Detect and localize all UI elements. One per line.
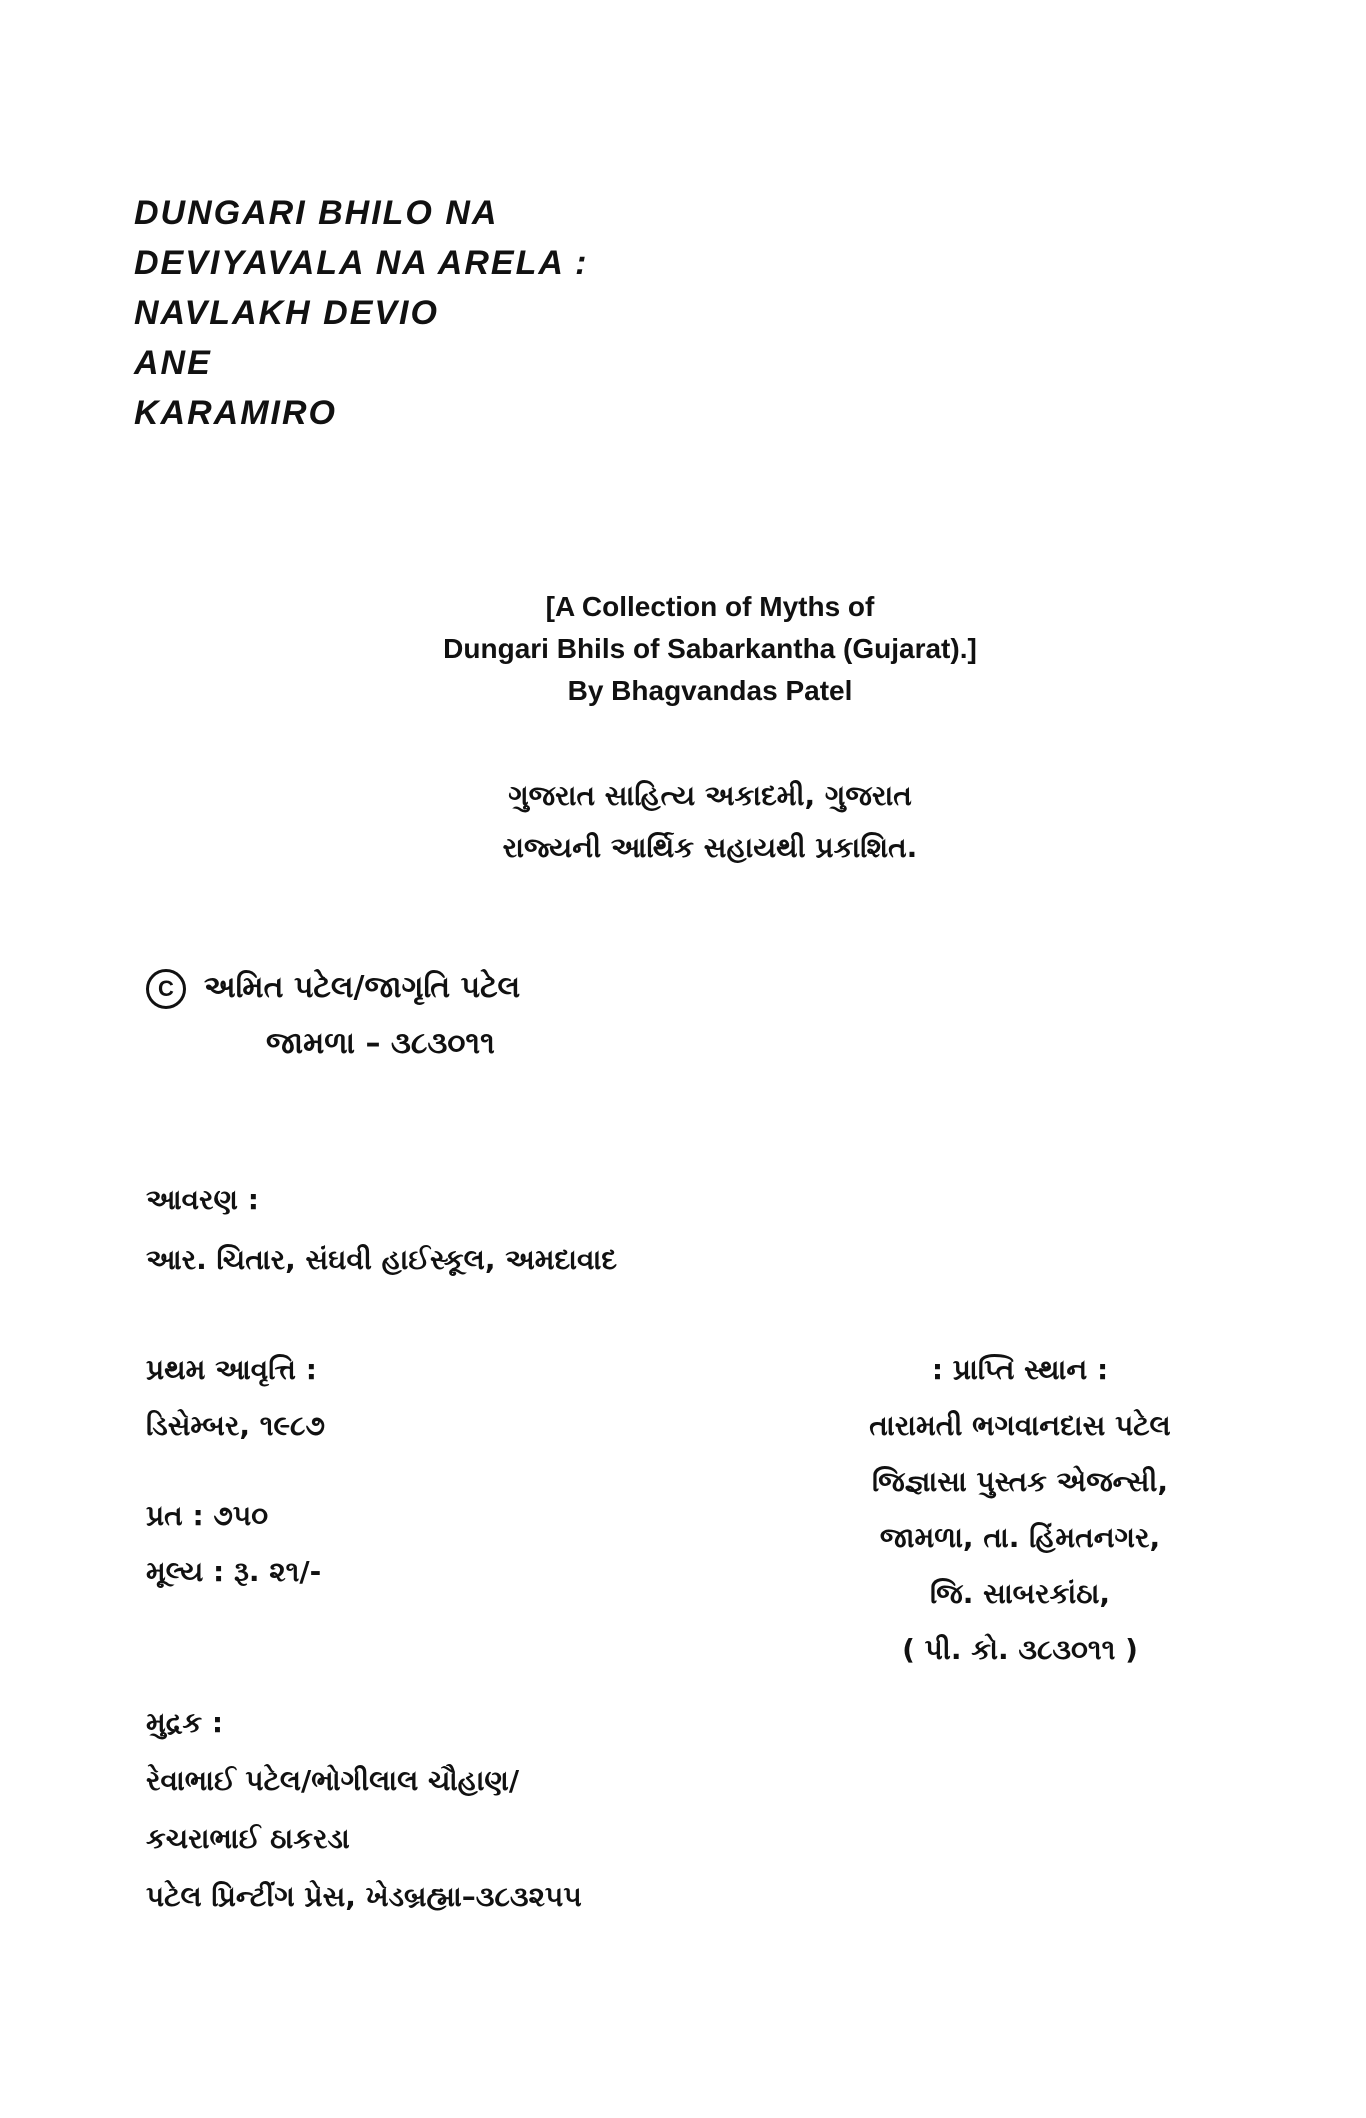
- availability-line-1: તારામતી ભગવાનદાસ પટેલ: [869, 1409, 1171, 1442]
- english-subtitle-line-2: Dungari Bhils of Sabarkantha (Gujarat).]: [443, 633, 977, 664]
- title-line-2: DEVIYAVALA NA ARELA :: [134, 244, 589, 282]
- availability-line-2: જિજ્ઞાસા પુસ્તક એજન્સી,: [871, 1465, 1169, 1498]
- title-line-1: DUNGARI BHILO NA: [134, 194, 499, 232]
- edition-label: પ્રથમ આવૃત્તિ :: [146, 1353, 317, 1386]
- book-title: [134, 188, 588, 438]
- english-subtitle: [250, 586, 1170, 712]
- printer-info: [146, 1694, 582, 1926]
- cover-credit: [146, 1170, 617, 1290]
- availability-line-5: ( પી. કો. ૩૮૩૦૧૧ ): [902, 1633, 1138, 1666]
- title-line-3: NAVLAKH DEVIO: [134, 294, 439, 332]
- edition-info: [146, 1342, 325, 1600]
- availability-label: : પ્રાપ્તિ સ્થાન :: [931, 1353, 1109, 1386]
- printer-line-2: કચરાભાઈ ઠાકરડા: [146, 1822, 350, 1855]
- english-subtitle-line-1: [A Collection of Myths of: [545, 591, 875, 622]
- availability-line-3: જામળા, તા. હિંમતનગર,: [879, 1521, 1161, 1554]
- edition-copies: પ્રત : ૭૫૦: [146, 1499, 269, 1532]
- author-line: By Bhagvandas Patel: [567, 675, 853, 706]
- printer-line-3: પટેલ પ્રિન્ટીંગ પ્રેસ, ખેડબ્રહ્મા–૩૮૩૨૫૫: [146, 1880, 582, 1913]
- cover-artist: આર. ચિતાર, સંઘવી હાઈસ્કૂલ, અમદાવાદ: [146, 1243, 617, 1276]
- copyright-notice: [146, 960, 520, 1072]
- sponsorship-note: [250, 770, 1170, 874]
- printer-label: મુદ્રક :: [146, 1706, 224, 1739]
- availability-line-4: જિ. સાબરકાંઠા,: [929, 1577, 1111, 1610]
- cover-label: આવરણ :: [146, 1183, 259, 1216]
- availability-info: [800, 1342, 1240, 1678]
- title-line-5: KARAMIRO: [134, 394, 337, 432]
- sponsorship-line-2: રાજ્યની આર્થિક સહાયથી પ્રકાશિત.: [502, 831, 918, 864]
- copyright-place: જામળા – ૩૮૩૦૧૧: [266, 1026, 495, 1061]
- copyright-icon: C: [146, 969, 186, 1009]
- sponsorship-line-1: ગુજરાત સાહિત્ય અકાદમી, ગુજરાત: [508, 779, 912, 812]
- title-line-4: ANE: [134, 344, 212, 382]
- printer-line-1: રેવાભાઈ પટેલ/ભોગીલાલ ચૌહાણ/: [146, 1764, 520, 1797]
- copyright-holders: અમિત પટેલ/જાગૃતિ પટેલ: [204, 970, 521, 1005]
- edition-price: મૂલ્ય : રૂ. ૨૧/-: [146, 1555, 322, 1588]
- edition-date: ડિસેમ્બર, ૧૯૮૭: [146, 1409, 325, 1442]
